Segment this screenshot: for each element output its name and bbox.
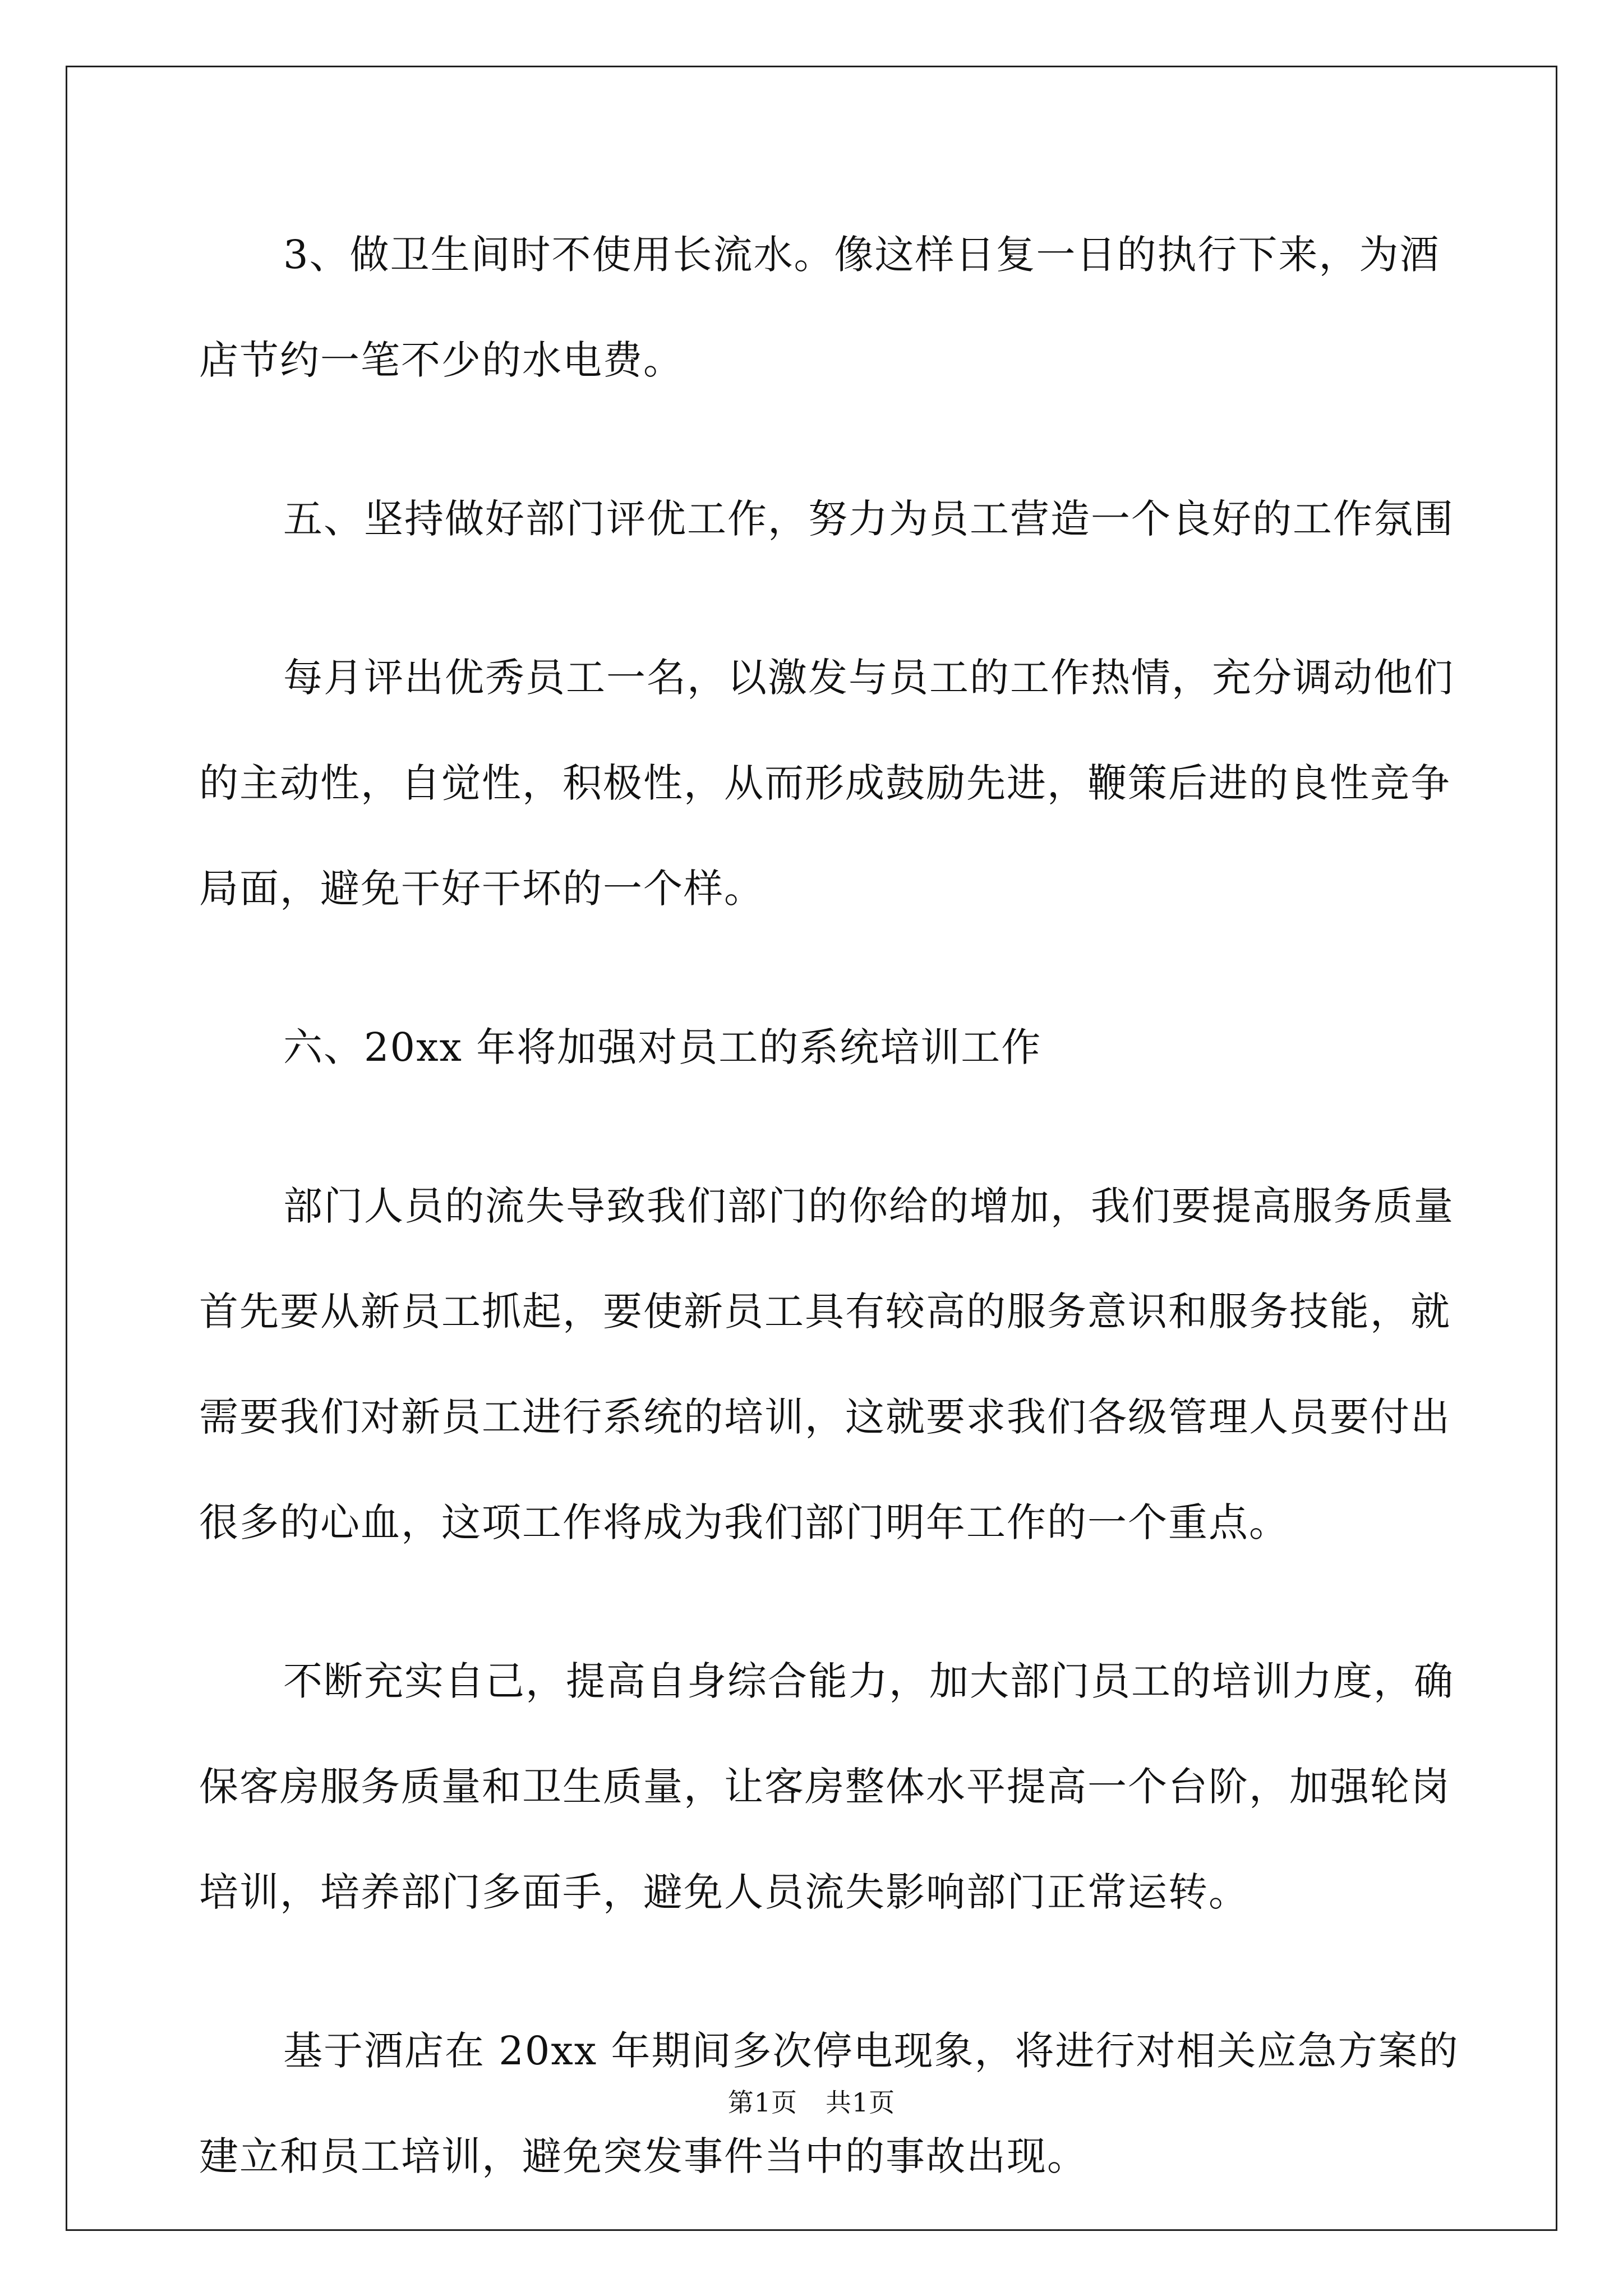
paragraph-water-saving: 3、做卫生间时不使用长流水。像这样日复一日的执行下来，为酒店节约一笔不少的水电费。 [199, 232, 1440, 383]
heading-section-five: 五、坚持做好部门评优工作，努力为员工营造一个良好的工作氛围 [283, 496, 1454, 542]
heading-section-six: 六、20xx 年将加强对员工的系统培训工作 [283, 1024, 1042, 1070]
paragraph-monthly-award: 每月评出优秀员工一名，以激发与员工的工作热情，充分调动他们的主动性，自觉性，积极性，从而形成鼓励先进，鞭策后进的良性竞争局面，避免干好干坏的一个样。 [199, 655, 1454, 912]
document-body [199, 202, 1467, 2262]
paragraph-self-improvement: 不断充实自己，提高自身综合能力，加大部门员工的培训力度，确保客房服务质量和卫生质量，让客房整体水平提高一个台阶，加强轮岗培训，培养部门多面手，避免人员流失影响部门正常运转。 [199, 1658, 1454, 1915]
page-footer [0, 2082, 1623, 2119]
page-number: 第1页 [727, 2087, 797, 2118]
page-total: 共1页 [826, 2087, 896, 2118]
paragraph-emergency-plan: 基于酒店在 20xx 年期间多次停电现象，将进行对相关应急方案的建立和员工培训，避免突发事件当中的事故出现。 [199, 2028, 1459, 2179]
paragraph-staff-training: 部门人员的流失导致我们部门的你给的增加，我们要提高服务质量首先要从新员工抓起，要使新员工具有较高的服务意识和服务技能，就需要我们对新员工进行系统的培训，这就要求我们各级管理人员要付出很多的心血，这项工作将成为我们部门明年工作的一个重点。 [199, 1183, 1454, 1545]
